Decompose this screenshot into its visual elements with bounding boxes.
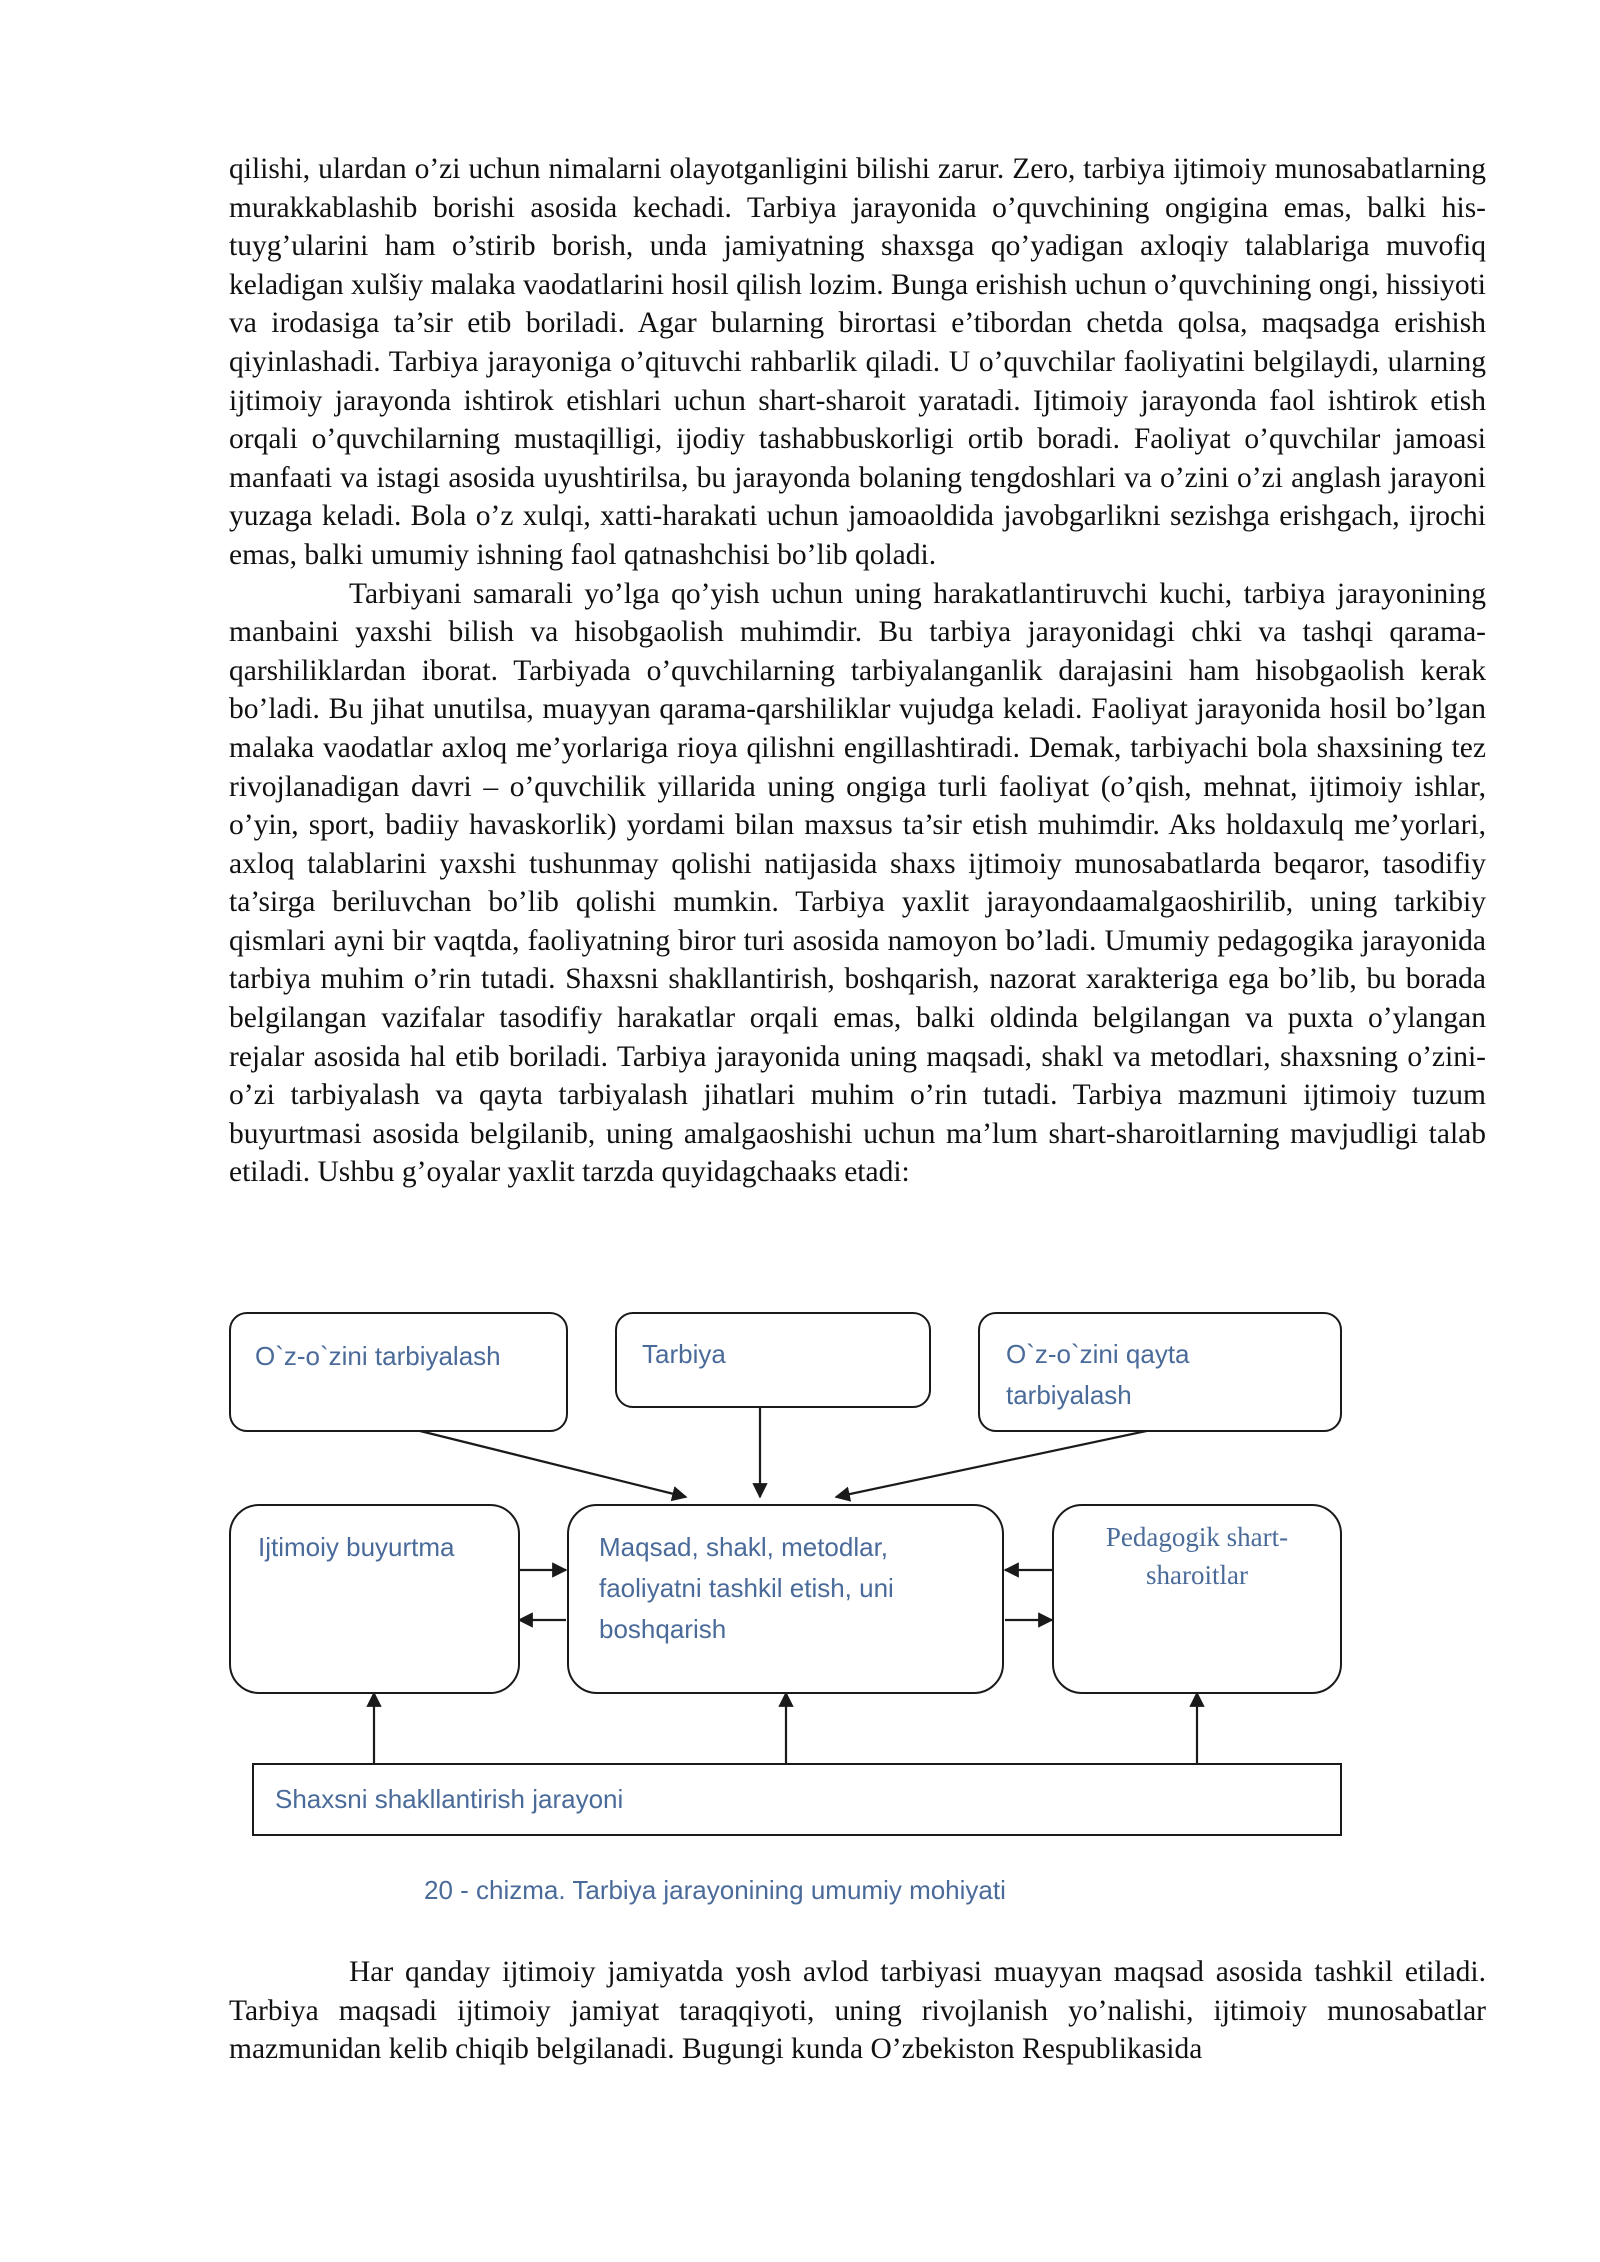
node-tarbiya: Tarbiya — [615, 1312, 931, 1408]
node-self-education: O`z-o`zini tarbiyalash — [229, 1312, 568, 1432]
figure-caption: 20 - chizma. Tarbiya jarayonining umumiy mohiyati — [424, 1875, 1006, 1905]
arrow-self-to-center — [400, 1426, 686, 1497]
body-text-bottom — [229, 1953, 1486, 2069]
node-personality-formation: Shaxsni shakllantirish jarayoni — [252, 1763, 1342, 1836]
paragraph-continuation: qilishi, ulardan o’zi uchun nimalarni olayotganligini bilishi zarur. Zero, tarbiya ijtimoiy munosabatlarning murakkablashib borishi asosida kechadi. Tarbiya jarayonida o’quvchining ongigina emas, balki his-tuyg’ularini ham o’stirib borish, unda jamiyatning shaxsga qo’yadigan axloqiy talablariga muvofiq keladigan xulšiy malaka vaodatlarini hosil qilish lozim. Bunga erishish uchun o’quvchining ongi, hissiyoti va irodasiga ta’sir etib boriladi. Agar bularning birortasi e’tibordan chetda qolsa, maqsadga erishish qiyinlashadi. Tarbiya jarayoniga o’qituvchi rahbarlik qiladi. U o’quvchilar faoliyatini belgilaydi, ularning ijtimoiy jarayonda ishtirok etishlari uchun shart-sharoit yaratadi. Ijtimoiy jarayonda faol ishtirok etish orqali o’quvchilarning mustaqilligi, ijodiy tashabbuskorligi ortib boradi. Faoliyat o’quvchilar jamoasi manfaati va istagi asosida uyushtirilsa, bu jarayonda bolaning tengdoshlari va o’zini o’zi anglash jarayoni yuzaga keladi. Bola o’z xulqi, xatti-harakati uchun jamoaoldida javobgarlikni sezishga erishgach, ijrochi emas, balki umumiy ishning faol qatnashchisi bo’lib qoladi. — [229, 153, 1486, 571]
node-pedagogical-conditions: Pedagogik shart- sharoitlar — [1052, 1504, 1342, 1694]
arrow-reeducation-to-center — [836, 1426, 1170, 1497]
node-social-order: Ijtimoiy buyurtma — [229, 1504, 520, 1694]
node-center: Maqsad, shakl, metodlar, faoliyatni tashkil etish, uni boshqarish — [567, 1504, 1004, 1694]
node-re-education: O`z-o`zini qayta tarbiyalash — [978, 1312, 1342, 1432]
body-text-top — [229, 150, 1486, 1192]
paragraph-tarbiyani: Tarbiyani samarali yo’lga qo’yish uchun uning harakatlantiruvchi kuchi, tarbiya jarayonining manbaini yaxshi bilish va hisobgaolish muhimdir. Bu tarbiya jarayonidagi chki va tashqi qarama-qarshiliklardan iborat. Tarbiyada o’quvchilarning tarbiyalanganlik darajasini ham hisobgaolish kerak bo’ladi. Bu jihat unutilsa, muayyan qarama-qarshiliklar vujudga keladi. Faoliyat jarayonida hosil bo’lgan malaka vaodatlar axloq me’yorlariga rioya qilishni engillashtiradi. Demak, tarbiyachi bola shaxsining tez rivojlanadigan davri – o’quvchilik yillarida uning ongiga turli faoliyat (o’qish, mehnat, ijtimoiy ishlar, o’yin, sport, badiiy havaskorlik) yordami bilan maxsus ta’sir etish muhimdir. Aks holdaxulq me’yorlari, axloq talablarini yaxshi tushunmay qolishi natijasida shaxs ijtimoiy munosabatlarda beqaror, tasodifiy ta’sirga beriluvchan bo’lib qolishi mumkin. Tarbiya yaxlit jarayondaamalgaoshirilib, uning tarkibiy qismlari ayni bir vaqtda, faoliyatning biror turi asosida namoyon bo’ladi. Umumiy pedagogika jarayonida tarbiya muhim o’rin tutadi. Shaxsni shakllantirish, boshqarish, nazorat xarakteriga ega bo’lib, bu borada belgilangan vazifalar tasodifiy harakatlar orqali emas, balki oldinda belgilangan va puxta o’ylangan rejalar asosida hal etib boriladi. Tarbiya jarayonida uning maqsadi, shakl va metodlari, shaxsning o’zini-o’zi tarbiyalash va qayta tarbiyalash jihatlari muhim o’rin tutadi. Tarbiya mazmuni ijtimoiy tuzum buyurtmasi asosida belgilanib, uning amalgaoshishi uchun ma’lum shart-sharoitlarning mavjudligi talab etiladi. Ushbu g’oyalar yaxlit tarzda quyidagchaaks etadi: — [229, 577, 1486, 1189]
paragraph-har-qanday: Har qanday ijtimoiy jamiyatda yosh avlod tarbiyasi muayyan maqsad asosida tashkil etiladi. Tarbiya maqsadi ijtimoiy jamiyat taraqqiyoti, uning rivojlanish yo’nalishi, ijtimoiy munosabatlar mazmunidan kelib chiqib belgilanadi. Bugungi kunda O’zbekiston Respublikasida — [229, 1956, 1486, 2066]
